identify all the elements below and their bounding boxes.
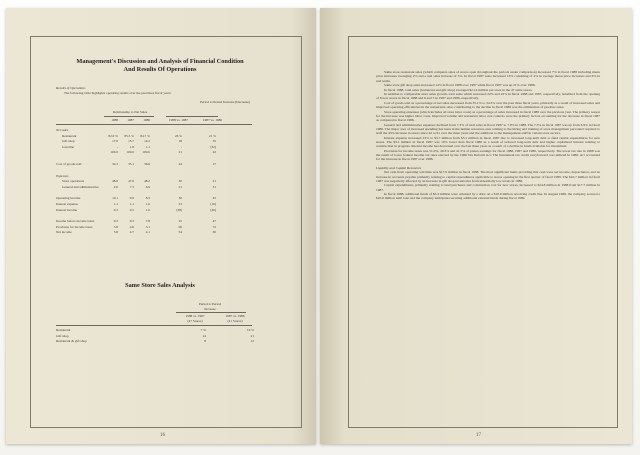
table-cell: 4.6 — [129, 224, 134, 229]
row-label: Provision for income taxes — [56, 224, 93, 229]
row-label: Gift shop — [56, 333, 69, 338]
table-row — [56, 184, 276, 190]
row-label: Net income — [56, 230, 72, 235]
table-cell: 72 — [212, 224, 216, 229]
table-cell: 1.0 — [145, 207, 150, 212]
table-cell: 3.1 — [145, 224, 150, 229]
table-cell: 47.6 — [128, 179, 134, 184]
table-cell: 31 — [212, 184, 216, 189]
table-cell: 9.3 — [129, 219, 134, 224]
table-cell: 100.0 — [126, 150, 134, 155]
section-label: Results of Operations — [56, 86, 86, 90]
table-cell: 12 — [250, 339, 254, 344]
table-cell: - — [180, 144, 182, 149]
table-cell: 84.7 % — [140, 133, 150, 138]
table-cell: 47 — [212, 219, 216, 224]
body-paragraph: In fiscal 1988, additional funds of $5.4 million were obtained by a draw on a $10.0 million revolving credit line. In August 1988, the company secured a $10.0 million term loan and the company anticipates securing additional external funds during fiscal 1989. — [376, 192, 600, 201]
table-row — [56, 207, 276, 213]
page-number: 16 — [160, 433, 165, 438]
body-paragraph: Capital expenditures, primarily relating to land purchases and construction cost for new stores, increased to $24.8 million in 1988 from $17.7 million in 1987. — [376, 183, 600, 192]
same-store-title: Same Store Sales Analysis — [125, 282, 195, 289]
table-cell: 14.2 — [144, 139, 150, 144]
table-cell: 17.0 — [112, 139, 118, 144]
report-title-line2: And Results Of Operations — [123, 66, 197, 73]
table-cell: 48.6 — [112, 179, 118, 184]
table-cell: 21 % — [208, 133, 216, 138]
table-cell: 23 — [178, 202, 182, 206]
discussion-text — [376, 70, 600, 201]
column-subheader: (41 Stores) — [227, 319, 243, 323]
column-header: 1986 — [143, 118, 150, 122]
body-paragraph: Net cash from operating activities was $17.9 million in fiscal 1988. The most significant items providing this cash were net income, depreciation, and an increase in accounts payable primarily relating to capital expenditures applicable to stores opening in the first quarter of fiscal 1989. The $10.7 million in fiscal 1987 was negatively affected by an increase in gift shop inventories from abnormally low levels in 1986. — [376, 170, 600, 183]
table-row — [56, 338, 276, 344]
column-header: 1988 vs. 1987 — [168, 118, 188, 122]
table-cell: 7.3 — [129, 184, 134, 189]
row-label: Restaurant & gift shop — [56, 339, 87, 344]
table-cell: 82.0 % — [108, 133, 118, 138]
same-store-header-sub: Increase — [204, 307, 216, 311]
table-cell: 45 — [212, 196, 216, 201]
table-cell: 6.9 — [145, 184, 150, 189]
table-cell: 9.9 — [129, 196, 134, 201]
table-cell: 5.8 — [113, 230, 118, 235]
table-cell: 30 — [212, 230, 216, 235]
table-cell: 3.8 — [113, 224, 118, 229]
table-cell: 8 — [204, 339, 206, 344]
table-rule — [56, 325, 252, 326]
table-cell: 1.6 — [145, 202, 150, 206]
body-paragraph: Provision for income taxes was 51.0%, 49.3% and 41.5% of pretax earnings for fiscal 1988, 1987 and 1986, respectively. The lower tax rate in 1988 was the result of lower federal income tax rates enacted by the 1986 Tax Reform Act. The investment tax credit carryforward was utilized in 1986. Act accounted for the increase in fiscal 1987 over 1986. — [376, 148, 600, 162]
table-row — [56, 149, 276, 155]
table-cell: 100.0 — [142, 150, 150, 155]
table-cell: 48.2 — [144, 179, 150, 184]
body-paragraph: General and administrative expenses declined from 7.3% of total sales in fiscal 1987 to 7.0% in 1988. The 7.3% in fiscal 1987 was up from 6.9% in fiscal 1986. The major area of increased spending has been in the human resources area relating to the hiring and training of store management personnel required to staff the 45% increase in stores since 42 to 61 over the three years and the additions to the management staff in certain store sectors. — [376, 122, 600, 136]
table-cell: 36.6 — [144, 162, 150, 166]
table-cell: 21 — [250, 333, 254, 338]
table-cell: 9.3 — [113, 219, 118, 224]
body-paragraph: In addition to comparable store sales growth, total sales which increased 22% and 22% in fiscal 1988 and 1987, respectively, benefited from the opening of 8 new stores in fiscal 1988 and 6 and 5 in 1987 and 1986, respectively. — [376, 92, 600, 101]
column-header: 1987 vs. 1986 — [225, 314, 245, 318]
table-cell: 21 — [178, 184, 182, 189]
table-cell: 10.1 — [112, 196, 118, 201]
table-cell: 7 % — [200, 328, 206, 332]
body-paragraph: Cost of goods sold as a percentage of net sales decreased from 35.1% to 34.3% over the past three fiscal years, primarily as a result of increased sales and improved operating efficiencies in the restaurants. Also contributing to the decline in fiscal 1988 was the elimination of gasoline sales. — [376, 100, 600, 110]
table-cell: 1.1 — [145, 144, 150, 149]
table-cell: (32) — [210, 144, 216, 149]
report-title-line1: Management's Discussion and Analysis of Financial Condition — [76, 58, 244, 65]
table-row — [56, 229, 276, 235]
table-cell: 26 % — [174, 133, 182, 138]
row-label: Income before income taxes — [56, 219, 95, 224]
header-period-change: Period to Period Increase (Decrease) — [200, 100, 250, 104]
table-rule — [56, 124, 252, 125]
column-subheader: (47 Stores) — [187, 319, 203, 323]
column-header: 1988 — [111, 118, 118, 122]
row-label: General and administrative — [62, 184, 99, 189]
table-cell: 4.1 — [145, 230, 150, 235]
table-row — [56, 161, 276, 167]
body-paragraph: In fiscal 1988, total sales (restaurant and gift shop) averaged $2.14 million per store in the 47 same stores. — [384, 87, 533, 92]
report-title — [40, 58, 280, 74]
table-cell: (16) — [210, 202, 216, 206]
table-cell: 2.0 — [113, 184, 118, 189]
table-cell: 16 % — [246, 328, 254, 332]
body-paragraph: Interest expense increased 23% to $3.7 million from $3.1 million in fiscal 1987 due to increased long-term debt to fund capital expenditures for new stores. The $3.1 million in fiscal 1987 was 16% lower than fiscal 1986 as a result of reduced long-term debt and higher capitalized interest relating to construction in progress. Interest income has decreased over the last three years as a result of a decline in funds available for investment. — [376, 135, 600, 149]
table-cell: 8.3 — [145, 196, 150, 201]
table-cell: 30 — [178, 196, 182, 201]
body-paragraph: Same store gift shop sales increased 14% in fiscal 1988 over 1987 while fiscal 1987 was up 21% over 1986. — [384, 83, 536, 88]
table-cell: 14 — [202, 333, 206, 338]
same-store-header-top: Period to Period — [198, 302, 222, 306]
row-label: Cost of goods sold — [56, 162, 82, 166]
row-label: Operating income — [56, 196, 81, 201]
row-label: Gift shop — [62, 139, 75, 144]
table-cell: 21 — [212, 179, 216, 184]
table-cell: 15.7 — [128, 139, 134, 144]
table-cell: (40) — [210, 207, 216, 212]
table-cell: 30 — [178, 179, 182, 184]
table-cell: 24 — [178, 162, 182, 166]
table-cell: 34.3 — [112, 162, 118, 166]
table-cell: 35 — [212, 139, 216, 144]
row-label: Restaurant — [56, 328, 71, 332]
table-cell: (38) — [176, 207, 182, 212]
table-cell: 1.1 — [129, 202, 134, 206]
table-cell: 54 — [178, 230, 182, 235]
table-cell: 18 — [178, 139, 182, 144]
body-paragraph: Same store restaurant sales (which compares sales of stores open throughout the periods under comparison) increased 7% in fiscal 1988 including menu price increases averaging 2% and a real sales increase of 5%. In fiscal 1987 sales increased 16% consisting of 4% in average menu price increases and 6% in real terms. — [376, 70, 600, 83]
table-cell: 22 — [212, 150, 216, 155]
column-header: 1987 vs. 1986 — [202, 118, 222, 122]
table-cell: 25 — [178, 219, 182, 224]
table-cell: 4.7 — [129, 230, 134, 235]
table-cell: 7.8 — [145, 219, 150, 224]
table-cell: 1.1 — [113, 202, 118, 206]
table-cell: 0.3 — [113, 207, 118, 212]
column-header: 1988 vs. 1987 — [185, 314, 205, 318]
intro-text: The following table highlights operating results over the past three fiscal years: — [64, 91, 172, 95]
table-cell: 0.5 — [129, 207, 134, 212]
row-label: Interest expense — [56, 202, 78, 206]
table-cell: 21 — [178, 150, 182, 155]
table-cell: 00 — [178, 224, 182, 229]
row-label: Gasoline — [62, 144, 75, 149]
table-cell: 35.1 — [128, 162, 134, 166]
row-label: Interest income — [56, 207, 77, 212]
table-cell: 85.5 % — [124, 133, 134, 138]
table-cell: 100.0 — [110, 150, 118, 155]
header-relationship: Relationship to Net Sales — [112, 110, 148, 114]
column-header: 1987 — [127, 118, 134, 122]
row-label: Restaurant — [62, 133, 77, 138]
row-label: Expenses — [56, 173, 69, 178]
page-number: 17 — [476, 433, 481, 438]
table-cell: 1.8 — [129, 144, 134, 149]
table-cell: 17 — [212, 162, 216, 166]
table-cell: - — [116, 144, 118, 149]
table-header-row — [56, 117, 276, 123]
row-label: Net sales — [56, 128, 69, 132]
row-label: Store operations — [62, 179, 85, 184]
body-paragraph: Store operating expenses (which includes all store labor costs) as a percentage of sales increased in fiscal 1988 over the previous year. The primary reason for the increase was higher labor costs. Improved volume and restaurant labor cost controls were the primary factors accounting for the decrease in fiscal 1987 as compared to fiscal 1986. — [376, 109, 600, 123]
header-rule — [176, 312, 246, 313]
liquidity-heading: Liquidity and Capital Resources — [376, 165, 422, 170]
